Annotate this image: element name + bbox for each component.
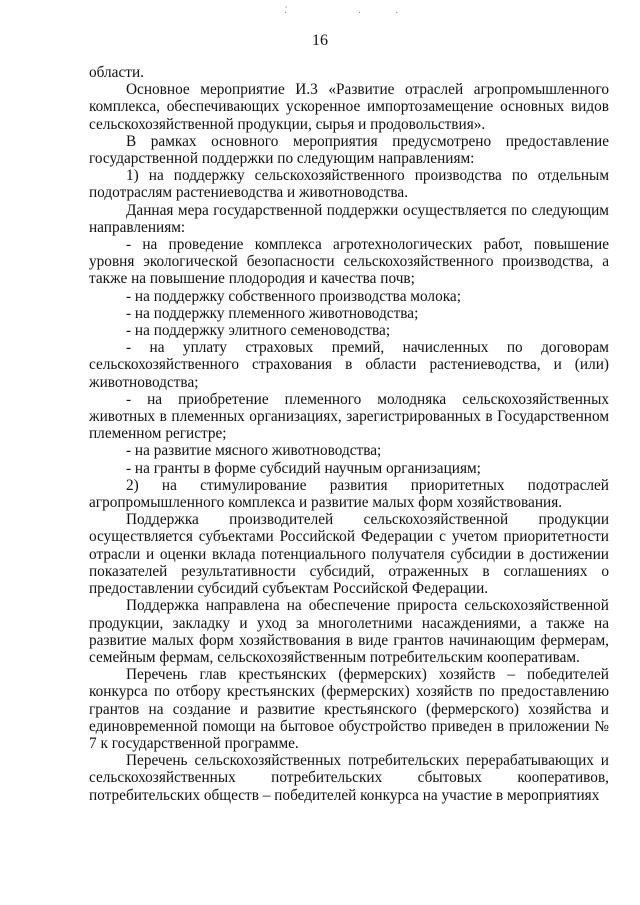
list-item-grants: - на гранты в форме субсидий научным организациям;	[126, 459, 481, 477]
paragraph-direction-2: 2) на стимулирование развития приоритетных подотраслей агропромышленного комплекса и развитие малых форм хозяйствования.	[89, 476, 609, 512]
scan-artifact-marks: ·́ ··	[284, 8, 433, 19]
list-item-agrotech: - на проведение комплекса агротехнологических работ, повышение уровня экологической безопасности сельскохозяйственного производства, а также на повышение плодородия и качества почв;	[89, 236, 609, 288]
paragraph-continuation: области.	[89, 64, 144, 81]
paragraph-farm-list: Перечень глав крестьянских (фермерских) хозяйств – победителей конкурса по отбору крестьянских (фермерских) хозяйств по предоставлению грантов на создание и развитие крестьянского (фермерского) хозяйства и единовременной помощи на бытовое обустройство приведен в приложении № 7 к государственной программе.	[89, 666, 609, 752]
paragraph-support-directions: В рамках основного мероприятия предусмотрено предоставление государственной поддержки по следующим направлениям:	[89, 132, 609, 168]
list-item-seeds: - на поддержку элитного семеноводства;	[126, 322, 391, 340]
page-number: 16	[312, 32, 328, 49]
list-item-breeding: - на поддержку племенного животноводства;	[126, 304, 419, 322]
paragraph-support-aim: Поддержка направлена на обеспечение прироста сельскохозяйственной продукции, закладку и уход за многолетними насаждениями, а также на развитие малых форм хозяйствования в виде грантов начинающим фермерам, семейным фермам, сельскохозяйственным потребительским кооперативам.	[89, 597, 609, 666]
paragraph-measure-directions: Данная мера государственной поддержки осуществляется по следующим направлениям:	[89, 201, 609, 236]
list-item-young-stock: - на приобретение племенного молодняка сельскохозяйственных животных в племенных организациях, зарегистрированных в Государственном племенном регистре;	[89, 390, 609, 443]
document-body	[89, 64, 609, 804]
paragraph-main-activity: Основное мероприятие И.3 «Развитие отраслей агропромышленного комплекса, обеспечивающих ускоренное импортозамещение основных видов сельскохозяйственной продукции, сырья и продовольствия».	[89, 81, 609, 133]
paragraph-cooperative-list: Перечень сельскохозяйственных потребительских перерабатывающих и сельскохозяйственных потребительских сбытовых кооперативов, потребительских обществ – победителей конкурса на участие в мероприятиях	[89, 752, 609, 804]
list-item-milk: - на поддержку собственного производства молока;	[126, 287, 461, 305]
paragraph-producer-support: Поддержка производителей сельскохозяйственной продукции осуществляется субъектами Российской Федерации с учетом приоритетности отрасли и оценки вклада потенциального получателя субсидии в достижении показателей результативности субсидий, отраженных в соглашениях о предоставлении субсидий субъектам Российской Федерации.	[89, 511, 609, 598]
list-item-insurance: - на уплату страховых премий, начисленных по договорам сельскохозяйственного страхования в области растениеводства, и (или) животноводства;	[89, 339, 609, 391]
paragraph-direction-1: 1) на поддержку сельскохозяйственного производства по отдельным подотраслям растениеводства и животноводства.	[89, 167, 609, 202]
list-item-meat: - на развитие мясного животноводства;	[126, 442, 382, 460]
